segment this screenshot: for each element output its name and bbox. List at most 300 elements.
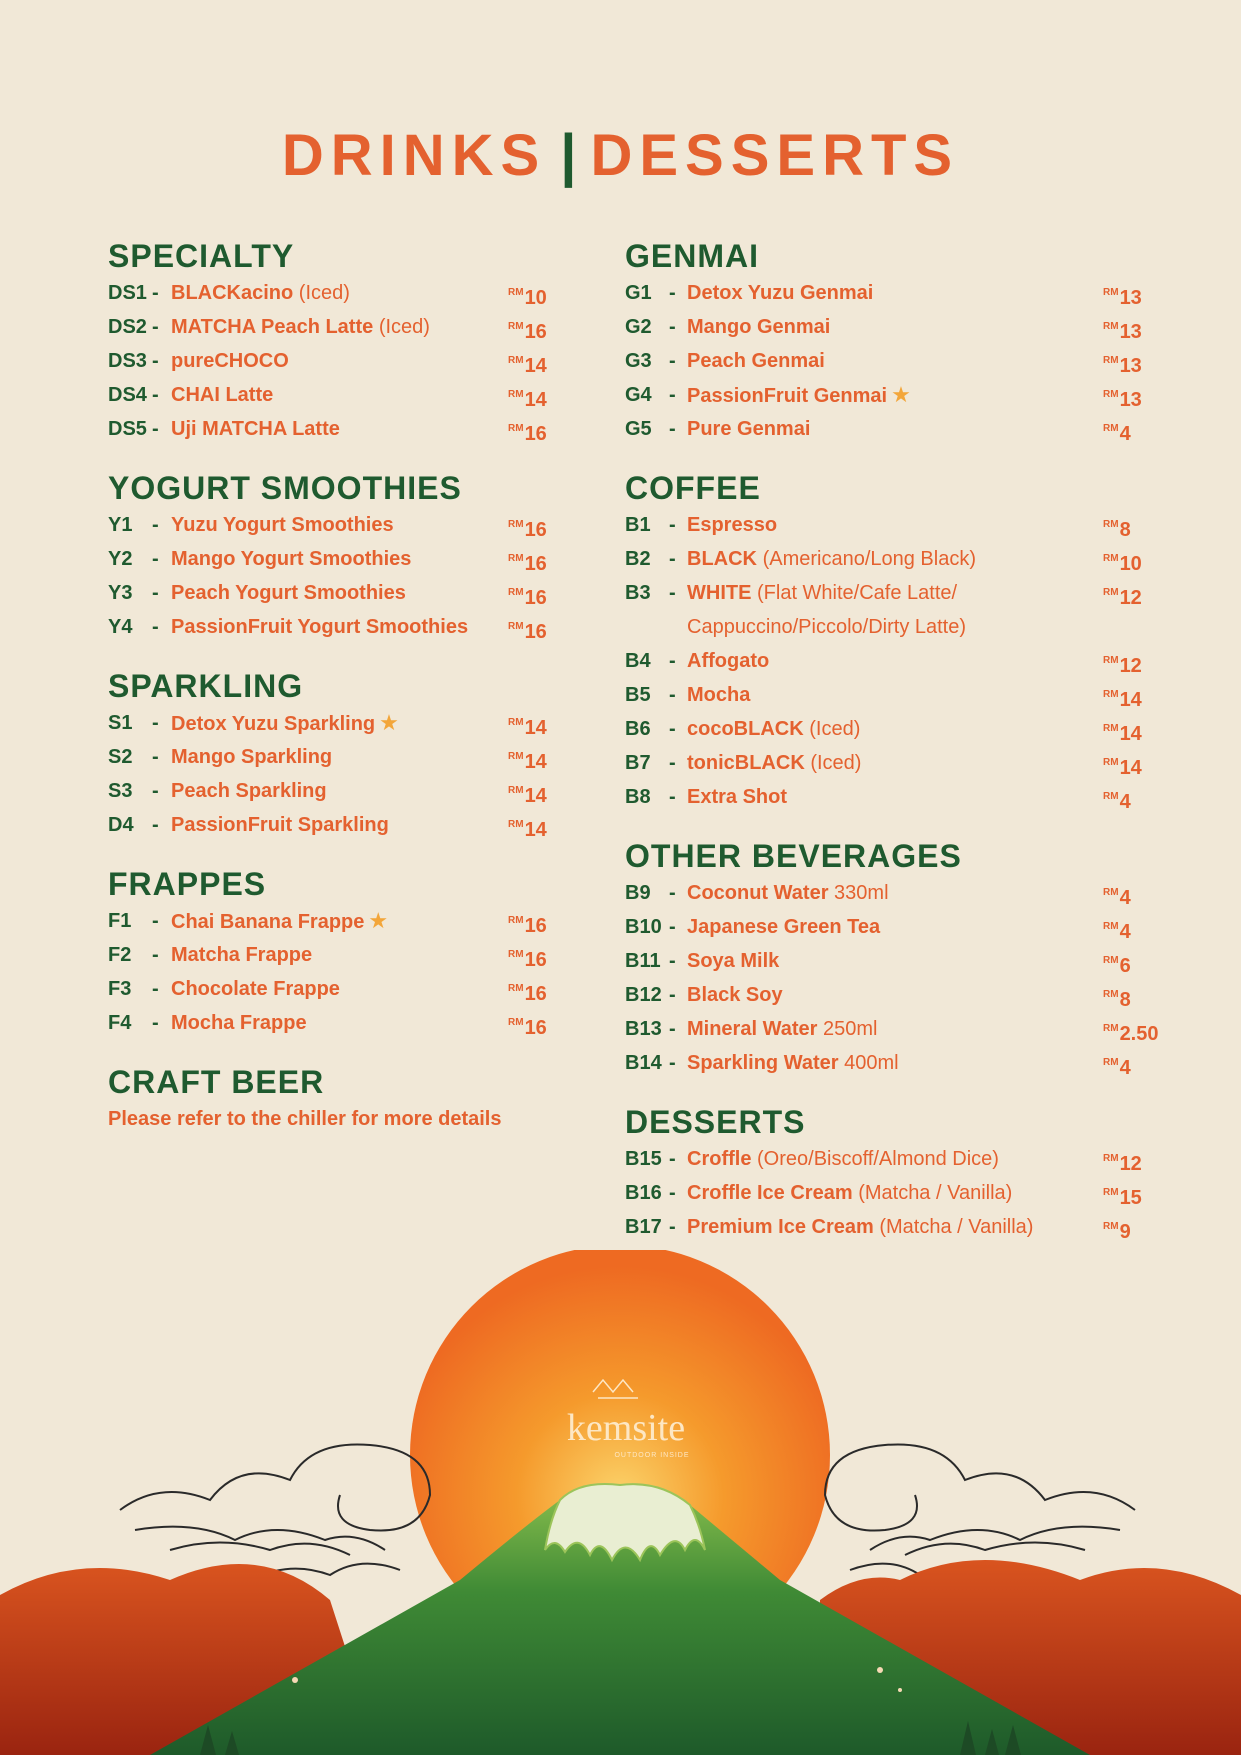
item-code: S1 [108, 712, 133, 734]
cloud-left [120, 1444, 430, 1580]
currency-label: RM [508, 321, 524, 332]
item-dash: - [152, 418, 159, 440]
item-name-wrap [687, 944, 779, 978]
price-value: 13 [1119, 389, 1142, 411]
section-title: DESSERTS [625, 1104, 806, 1140]
item-dash: - [152, 1012, 159, 1034]
item-name: tonicBLACK [687, 752, 805, 774]
item-name: Mango Yogurt Smoothies [171, 548, 412, 570]
currency-label: RM [1103, 389, 1119, 400]
menu-item [108, 542, 553, 576]
item-name: Peach Yogurt Smoothies [171, 582, 406, 604]
item-name-wrap [171, 972, 340, 1006]
item-name-wrap [687, 876, 889, 910]
currency-label: RM [508, 519, 524, 530]
price-value: 16 [524, 519, 547, 541]
item-name: BLACK [687, 548, 757, 570]
item-name: Sparkling Water [687, 1052, 839, 1074]
item-name: Mango Genmai [687, 316, 831, 338]
price-value: 13 [1119, 321, 1142, 343]
price-value: 13 [1119, 355, 1142, 377]
item-dash: - [669, 582, 676, 604]
currency-label: RM [1103, 321, 1119, 332]
currency-label: RM [1103, 655, 1119, 666]
item-dash: - [669, 1216, 676, 1238]
item-name: PassionFruit Sparkling [171, 814, 389, 836]
currency-label: RM [1103, 723, 1119, 734]
item-note: (Iced) [298, 282, 350, 304]
item-code: B3 [625, 582, 651, 604]
item-code: B8 [625, 786, 651, 808]
item-name: Mocha [687, 684, 751, 706]
logo-tagline: OUTDOOR INSIDE [614, 1452, 690, 1459]
currency-label: RM [1103, 553, 1119, 564]
item-code: Y4 [108, 616, 133, 638]
right-column [625, 236, 1170, 1266]
price-value: 8 [1119, 989, 1131, 1011]
item-name: Coconut Water [687, 882, 829, 904]
currency-label: RM [508, 389, 524, 400]
item-name-wrap [687, 644, 769, 678]
item-dash: - [152, 746, 159, 768]
menu-item [108, 1006, 553, 1040]
menu-item [625, 378, 1170, 412]
item-name: Matcha Frappe [171, 944, 313, 966]
item-name: PassionFruit Genmai [687, 385, 888, 407]
item-code: S2 [108, 746, 133, 768]
price-value: 14 [524, 785, 547, 807]
currency-label: RM [508, 553, 524, 564]
item-code: DS2 [108, 316, 147, 338]
item-name-wrap [171, 344, 289, 378]
item-note: 400ml [844, 1052, 899, 1074]
item-price [508, 808, 547, 847]
menu-item [625, 644, 1170, 678]
currency-label: RM [508, 751, 524, 762]
menu-item [625, 1210, 1170, 1244]
item-code: B9 [625, 882, 651, 904]
currency-label: RM [508, 949, 524, 960]
price-value: 16 [524, 983, 547, 1005]
item-name: Mango Sparkling [171, 746, 333, 768]
item-dash: - [669, 684, 676, 706]
item-code: B11 [625, 950, 661, 972]
menu-item [625, 746, 1170, 780]
item-name-wrap [687, 576, 957, 610]
price-value: 15 [1119, 1187, 1142, 1209]
item-dash: - [152, 712, 159, 734]
item-name-wrap [687, 508, 777, 542]
currency-label: RM [1103, 1023, 1119, 1034]
item-dash: - [152, 814, 159, 836]
menu-item [108, 412, 553, 446]
menu-item [625, 576, 1170, 644]
currency-label: RM [508, 983, 524, 994]
item-code: D4 [108, 814, 134, 836]
item-name-wrap [687, 1142, 999, 1176]
price-value: 14 [524, 717, 547, 739]
item-code: B4 [625, 650, 651, 672]
item-name-wrap [687, 780, 787, 814]
price-value: 12 [1119, 587, 1142, 609]
item-code: G3 [625, 350, 652, 372]
menu-item [108, 904, 553, 938]
item-note: 250ml [822, 1018, 878, 1040]
item-name-wrap [171, 904, 388, 939]
item-note: (Matcha / Vanilla) [879, 1216, 1034, 1238]
menu-item [625, 1176, 1170, 1210]
item-name: Peach Sparkling [171, 780, 327, 802]
item-name: cocoBLACK [687, 718, 804, 740]
section-title: FRAPPES [108, 866, 267, 902]
menu-item [625, 310, 1170, 344]
menu-item [108, 310, 553, 344]
item-name-wrap [687, 1046, 899, 1080]
currency-label: RM [1103, 355, 1119, 366]
item-note: (Oreo/Biscoff/Almond Dice) [757, 1148, 999, 1170]
section-title: YOGURT SMOOTHIES [108, 470, 462, 506]
item-name-wrap [687, 276, 873, 310]
price-value: 16 [524, 949, 547, 971]
menu-item [625, 1012, 1170, 1046]
item-name: BLACKacino [171, 282, 294, 304]
item-dash: - [669, 984, 676, 1006]
item-name-wrap [171, 508, 394, 542]
menu-item [108, 508, 553, 542]
currency-label: RM [508, 423, 524, 434]
section-title: SPARKLING [108, 668, 304, 704]
menu-item [108, 276, 553, 310]
item-name-wrap [687, 542, 976, 576]
currency-label: RM [1103, 287, 1119, 298]
logo-wordmark: kemsite [566, 1407, 686, 1449]
item-dash: - [669, 1018, 676, 1040]
item-dash: - [152, 282, 159, 304]
item-name: Pure Genmai [687, 418, 811, 440]
menu-item [108, 972, 553, 1006]
menu-item [625, 1046, 1170, 1080]
item-name-wrap [171, 706, 399, 741]
item-code: B15 [625, 1148, 662, 1170]
menu-item [625, 344, 1170, 378]
price-value: 14 [524, 819, 547, 841]
item-name-wrap [171, 378, 273, 412]
item-dash: - [152, 582, 159, 604]
item-name-wrap [687, 378, 911, 413]
currency-label: RM [508, 287, 524, 298]
item-code: F2 [108, 944, 132, 966]
menu-item [625, 1142, 1170, 1176]
item-note: (Flat White/Cafe Latte/ [757, 582, 958, 604]
currency-label: RM [1103, 587, 1119, 598]
item-name: CHAI Latte [171, 384, 274, 406]
item-dash: - [669, 650, 676, 672]
item-price [1103, 1210, 1131, 1249]
item-name: Black Soy [687, 984, 783, 1006]
currency-label: RM [508, 915, 524, 926]
item-price [1103, 576, 1142, 615]
item-price [1103, 412, 1131, 451]
menu-section [108, 468, 553, 644]
item-dash: - [152, 384, 159, 406]
item-dash: - [669, 548, 676, 570]
item-name-wrap [687, 1176, 1012, 1210]
menu-item [625, 678, 1170, 712]
menu-section [625, 836, 1170, 1080]
item-code: B14 [625, 1052, 662, 1074]
menu-section [625, 236, 1170, 446]
item-dash: - [152, 514, 159, 536]
price-value: 16 [524, 915, 547, 937]
item-dash: - [669, 1148, 676, 1170]
item-price [1103, 780, 1131, 819]
star-icon: ★ [891, 382, 911, 407]
item-code: G2 [625, 316, 652, 338]
item-name-wrap [171, 542, 411, 576]
item-code: S3 [108, 780, 133, 802]
currency-label: RM [1103, 423, 1119, 434]
item-name: Soya Milk [687, 950, 780, 972]
item-price [1103, 1046, 1131, 1085]
item-name-wrap [687, 712, 860, 746]
item-name: MATCHA Peach Latte [171, 316, 374, 338]
item-price [508, 610, 547, 649]
menu-item [625, 910, 1170, 944]
title-drinks: DRINKS [281, 123, 547, 188]
item-code: B10 [625, 916, 662, 938]
price-value: 16 [524, 587, 547, 609]
item-name: Detox Yuzu Genmai [687, 282, 874, 304]
item-code: B2 [625, 548, 651, 570]
section-title: SPECIALTY [108, 238, 295, 274]
craft-beer-section [108, 1062, 553, 1136]
price-value: 16 [524, 321, 547, 343]
section-title: OTHER BEVERAGES [625, 838, 962, 874]
menu-item [625, 508, 1170, 542]
item-dash: - [669, 786, 676, 808]
currency-label: RM [508, 785, 524, 796]
currency-label: RM [1103, 955, 1119, 966]
item-code: F1 [108, 910, 132, 932]
item-name-wrap [687, 978, 783, 1012]
item-price [508, 412, 547, 451]
item-name: Mocha Frappe [171, 1012, 307, 1034]
item-name: Affogato [687, 650, 770, 672]
item-dash: - [669, 384, 676, 406]
currency-label: RM [1103, 887, 1119, 898]
price-value: 16 [524, 423, 547, 445]
mountain-sun-illustration [0, 1250, 1241, 1755]
item-name: pureCHOCO [171, 350, 289, 372]
currency-label: RM [1103, 1187, 1119, 1198]
currency-label: RM [1103, 689, 1119, 700]
item-name: Japanese Green Tea [687, 916, 881, 938]
item-dash: - [152, 780, 159, 802]
item-name-wrap [171, 938, 312, 972]
price-value: 16 [524, 1017, 547, 1039]
item-dash: - [669, 418, 676, 440]
title-desserts: DESSERTS [590, 123, 960, 188]
item-name: Detox Yuzu Sparkling [171, 713, 376, 735]
item-dash: - [669, 514, 676, 536]
menu-item [625, 542, 1170, 576]
item-note: 330ml [834, 882, 889, 904]
item-name: Mineral Water [687, 1018, 818, 1040]
item-name-wrap [171, 808, 389, 842]
item-note: (Matcha / Vanilla) [858, 1182, 1013, 1204]
item-name-wrap [171, 774, 327, 808]
menu-item [625, 876, 1170, 910]
item-code: B1 [625, 514, 651, 536]
price-value: 14 [1119, 723, 1142, 745]
item-code: F3 [108, 978, 132, 1000]
item-name-wrap [171, 610, 468, 644]
price-value: 14 [524, 355, 547, 377]
item-dash: - [669, 316, 676, 338]
item-dash: - [669, 1052, 676, 1074]
price-value: 8 [1119, 519, 1131, 541]
item-name-wrap [171, 412, 340, 446]
menu-item [625, 412, 1170, 446]
menu-item [108, 576, 553, 610]
item-code: B6 [625, 718, 651, 740]
price-value: 14 [1119, 757, 1142, 779]
item-code: Y2 [108, 548, 133, 570]
currency-label: RM [508, 717, 524, 728]
item-dash: - [669, 718, 676, 740]
craft-beer-note: Please refer to the chiller for more details [108, 1108, 502, 1130]
title-separator: | [560, 123, 577, 188]
section-title: CRAFT BEER [108, 1064, 325, 1100]
item-note: (Iced) [810, 752, 862, 774]
item-code: G5 [625, 418, 652, 440]
menu-item [108, 378, 553, 412]
item-name-wrap [687, 678, 750, 712]
currency-label: RM [1103, 1153, 1119, 1164]
item-dash: - [152, 910, 159, 932]
section-title: COFFEE [625, 470, 761, 506]
item-code: DS4 [108, 384, 147, 406]
item-dash: - [669, 882, 676, 904]
menu-item [108, 808, 553, 842]
item-name-wrap [171, 576, 406, 610]
currency-label: RM [508, 1017, 524, 1028]
item-dash: - [669, 950, 676, 972]
item-code: B12 [625, 984, 662, 1006]
item-name: Extra Shot [687, 786, 788, 808]
price-value: 4 [1119, 887, 1131, 909]
menu-item [108, 938, 553, 972]
menu-item [108, 344, 553, 378]
item-name-wrap [687, 1210, 1033, 1244]
currency-label: RM [508, 621, 524, 632]
menu-section [625, 468, 1170, 814]
item-code: B17 [625, 1216, 662, 1238]
price-value: 16 [524, 621, 547, 643]
cloud-right [825, 1444, 1135, 1580]
currency-label: RM [1103, 1221, 1119, 1232]
item-code: B16 [625, 1182, 662, 1204]
item-name: Peach Genmai [687, 350, 825, 372]
item-name-wrap [687, 412, 810, 446]
item-dash: - [152, 316, 159, 338]
menu-item [625, 712, 1170, 746]
menu-item [625, 944, 1170, 978]
item-name-wrap [171, 310, 430, 344]
section-title: GENMAI [625, 238, 759, 274]
item-code: DS3 [108, 350, 147, 372]
item-code: Y1 [108, 514, 133, 536]
menu-item [625, 780, 1170, 814]
item-name: Premium Ice Cream [687, 1216, 874, 1238]
item-dash: - [152, 548, 159, 570]
item-name-wrap [171, 1006, 307, 1040]
price-value: 10 [524, 287, 547, 309]
item-price [508, 1006, 547, 1045]
item-dash: - [669, 1182, 676, 1204]
item-code: G4 [625, 384, 652, 406]
item-dash: - [669, 350, 676, 372]
item-name-wrap [687, 310, 830, 344]
currency-label: RM [508, 355, 524, 366]
item-dash: - [152, 616, 159, 638]
star-icon: ★ [379, 710, 399, 735]
item-name-wrap [171, 276, 350, 310]
menu-section [625, 1102, 1170, 1244]
item-name: Chai Banana Frappe [171, 911, 365, 933]
menu-item [625, 276, 1170, 310]
currency-label: RM [1103, 519, 1119, 530]
item-dash: - [669, 916, 676, 938]
menu-item [108, 706, 553, 740]
price-value: 2.50 [1119, 1023, 1159, 1045]
item-code: DS1 [108, 282, 147, 304]
menu-item [108, 774, 553, 808]
item-code: B5 [625, 684, 651, 706]
left-column [108, 236, 553, 1158]
menu-section [108, 236, 553, 446]
item-name: Chocolate Frappe [171, 978, 340, 1000]
currency-label: RM [1103, 1057, 1119, 1068]
item-code: B7 [625, 752, 651, 774]
item-name-wrap [687, 344, 825, 378]
currency-label: RM [1103, 921, 1119, 932]
price-value: 12 [1119, 655, 1142, 677]
price-value: 16 [524, 553, 547, 575]
price-value: 12 [1119, 1153, 1142, 1175]
item-name: Croffle [687, 1148, 752, 1170]
menu-section [108, 666, 553, 842]
price-value: 6 [1119, 955, 1131, 977]
currency-label: RM [508, 587, 524, 598]
item-dash: - [669, 752, 676, 774]
item-note-continued: Cappuccino/Piccolo/Dirty Latte) [687, 616, 967, 638]
item-name-wrap [687, 1012, 877, 1046]
item-note: (Iced) [809, 718, 861, 740]
item-name: PassionFruit Yogurt Smoothies [171, 616, 469, 638]
currency-label: RM [1103, 757, 1119, 768]
star-icon: ★ [368, 908, 389, 933]
page-title [0, 122, 1241, 189]
price-value: 14 [1119, 689, 1142, 711]
item-name-wrap [171, 740, 332, 774]
price-value: 14 [524, 389, 547, 411]
item-code: DS5 [108, 418, 147, 440]
price-value: 10 [1119, 553, 1142, 575]
item-note: (Americano/Long Black) [762, 548, 976, 570]
price-value: 4 [1119, 791, 1131, 813]
item-name: Uji MATCHA Latte [171, 418, 340, 440]
